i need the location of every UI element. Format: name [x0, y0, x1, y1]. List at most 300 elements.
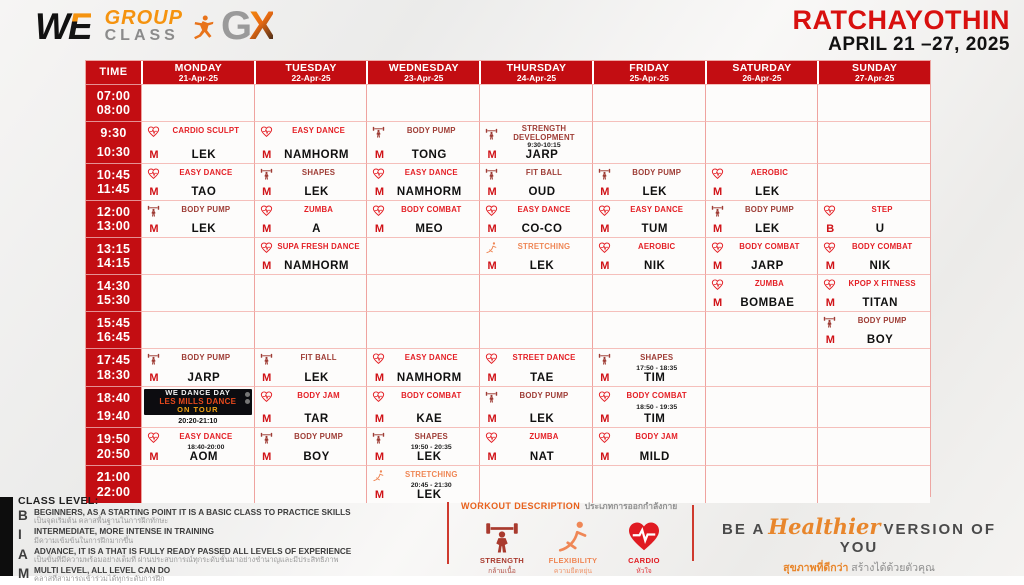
class-entry-footer: [482, 372, 590, 384]
class-entry-footer: [482, 186, 590, 198]
strength-icon: [372, 125, 385, 138]
banner-line: ON TOUR: [177, 405, 219, 415]
class-time-note: 18:40-20:00: [187, 443, 225, 451]
schedule-cell: [366, 200, 479, 237]
schedule-cell: [817, 237, 930, 274]
class-name: EASY DANCE: [404, 168, 458, 178]
schedule-cell: [479, 427, 592, 465]
schedule-cell: [254, 200, 367, 237]
class-name: BODY PUMP: [181, 353, 231, 363]
schedule-cell: [141, 84, 254, 121]
slot-end-time: 15:30: [96, 293, 131, 308]
strength-icon: [598, 167, 611, 180]
class-entry: [367, 122, 479, 163]
schedule-cell: [592, 163, 705, 200]
strength-icon: [485, 167, 498, 180]
slot-end-time: 11:45: [97, 182, 130, 197]
class-entry: [818, 312, 930, 348]
poster-header: [0, 0, 1024, 58]
left-black-bar: [0, 497, 13, 576]
banner-badge-dots: [245, 392, 250, 404]
class-entry-footer: [595, 260, 703, 272]
strength-icon: [260, 167, 273, 180]
time-header-label: TIME: [99, 65, 128, 78]
schedule-cell: [254, 274, 367, 311]
class-entry-header: [820, 241, 928, 254]
class-name: BODY COMBAT: [626, 391, 687, 401]
day-header-monday: [141, 61, 254, 84]
class-name: BODY PUMP: [744, 205, 794, 215]
class-entry-header: [144, 167, 252, 180]
class-entry-footer: [257, 186, 365, 198]
class-entry: [255, 238, 367, 274]
slot-start-time: 19:50: [96, 431, 131, 446]
legend-text: [34, 508, 351, 526]
workout-items: [461, 516, 685, 576]
slot-start-time: 18:40: [96, 391, 131, 406]
time-slot: [86, 348, 141, 386]
class-entry: [593, 201, 705, 237]
legend-title: CLASS LEVEL:: [18, 495, 99, 507]
class-entry-footer: [595, 223, 703, 235]
cardio-icon: [598, 241, 611, 254]
level-description-th: คลาสที่สามารถเข้าร่วมได้ทุกระดับการฝึก: [34, 574, 165, 584]
workout-type-label: FLEXIBILITY: [548, 556, 598, 565]
cardio-icon: [485, 352, 498, 365]
class-name: STEP: [871, 205, 893, 215]
class-entry-footer: [257, 149, 365, 161]
schedule-cell: [817, 427, 930, 465]
day-header-tuesday: [254, 61, 367, 84]
class-entry-header: [708, 204, 816, 217]
class-entry-header: [482, 204, 590, 217]
day-header-wednesday: [366, 61, 479, 84]
schedule-cell: [705, 427, 818, 465]
class-entry: [480, 238, 592, 274]
schedule-cell: [141, 163, 254, 200]
time-slot: [86, 386, 141, 427]
day-date: 23-Apr-25: [404, 72, 444, 83]
day-header-sunday: [817, 61, 930, 84]
cardio-icon: [823, 204, 836, 217]
class-entry-footer: [369, 372, 477, 384]
schedule-cell: [254, 237, 367, 274]
class-level: M: [487, 260, 497, 273]
instructor-name: NAMHORM: [396, 372, 462, 385]
class-entry-footer: [482, 451, 590, 463]
class-level: M: [600, 186, 610, 199]
class-level: M: [374, 372, 384, 385]
class-name: EASY DANCE: [292, 126, 346, 136]
cardio-icon: [711, 278, 724, 291]
cardio-icon: [823, 278, 836, 291]
time-slot: [86, 274, 141, 311]
class-entry-header: [144, 204, 252, 217]
schedule-cell: [592, 348, 705, 386]
instructor-name: LEK: [417, 450, 442, 463]
schedule-cell: [592, 237, 705, 274]
class-entry-header: [820, 278, 928, 291]
level-description-en: MULTI LEVEL, ALL LEVEL CAN DO: [34, 565, 171, 575]
cardio-icon: [372, 204, 385, 217]
class-level: M: [262, 149, 272, 162]
class-name: STREET DANCE: [512, 353, 576, 363]
instructor-name: JARP: [525, 149, 559, 162]
dance-day-banner: [144, 389, 252, 415]
branch-name: RATCHAYOTHIN: [792, 5, 1010, 35]
class-entry-footer: [820, 334, 928, 346]
instructor-name: LEK: [642, 186, 667, 199]
instructor-name: LEK: [191, 149, 217, 162]
schedule-cell: [479, 84, 592, 121]
schedule-cell: [254, 427, 367, 465]
class-level: M: [487, 149, 497, 162]
schedule-cell: [705, 348, 818, 386]
instructor-name: MEO: [415, 223, 444, 236]
instructor-name: NAMHORM: [284, 260, 349, 273]
slot-start-time: 15:45: [96, 316, 131, 331]
class-entry-header: [708, 241, 816, 254]
strength-icon: [372, 431, 385, 444]
class-word: CLASS: [104, 27, 179, 44]
instructor-name: TAE: [530, 372, 554, 385]
class-name: STRENGTH DEVELOPMENT: [513, 124, 575, 142]
class-entry: [255, 428, 367, 465]
cardio-icon: [372, 352, 385, 365]
class-entry-footer: [144, 451, 252, 463]
instructor-name: NIK: [644, 260, 666, 273]
kickboxer-icon: [189, 13, 219, 43]
class-entry-footer: [369, 186, 477, 198]
schedule-table: [85, 60, 931, 501]
schedule-cell: [366, 84, 479, 121]
class-entry-header: [482, 241, 590, 254]
class-entry: [480, 201, 592, 237]
schedule-cell: [479, 386, 592, 427]
group-word: GROUP: [104, 7, 183, 29]
class-entry: [593, 428, 705, 465]
slot-start-time: 12:00: [96, 205, 131, 220]
instructor-name: TIM: [644, 372, 666, 385]
instructor-name: LEK: [417, 488, 442, 501]
class-entry-header: [595, 352, 703, 365]
level-description-th: มีความเข้มข้นในการฝึกมากขึ้น: [34, 535, 134, 545]
instructor-name: U: [875, 223, 885, 236]
schedule-cell: [366, 274, 479, 311]
day-name: SUNDAY: [852, 61, 898, 74]
schedule-cell: [817, 465, 930, 503]
tagline-th-rest: สร้างได้ด้วยตัวคุณ: [848, 562, 935, 574]
schedule-cell: [817, 386, 930, 427]
class-entry-footer: [144, 372, 252, 384]
level-description-th: เป็นขั้นที่มีความพร้อมอย่างเต็มที่ ผ่านประสบการณ์ทุกระดับชั้นมาอย่างชำนาญและมีประสิทธิภาพ: [34, 555, 339, 565]
instructor-name: JARP: [751, 260, 784, 273]
class-entry: [367, 164, 479, 200]
cardio-icon: [372, 167, 385, 180]
time-column-header: [86, 61, 141, 84]
class-entry-header: [595, 167, 703, 180]
class-name: ZUMBA: [754, 279, 784, 289]
schedule-cell: [141, 386, 254, 427]
class-entry-footer: [257, 413, 365, 425]
class-name: BODY JAM: [635, 432, 679, 442]
cardio-icon: [598, 390, 611, 403]
class-name: SHAPES: [414, 432, 448, 442]
slot-end-time: 22:00: [96, 484, 131, 499]
level-letter: M: [18, 565, 30, 581]
gx-logo-g: G: [220, 4, 250, 48]
class-entry: [818, 238, 930, 274]
schedule-cell: [366, 237, 479, 274]
class-entry-header: [369, 125, 477, 138]
class-entry-footer: [482, 413, 590, 425]
class-level: M: [374, 488, 384, 501]
class-entry-footer: [595, 186, 703, 198]
schedule-cell: [366, 311, 479, 348]
class-level: M: [712, 260, 723, 273]
class-name: ZUMBA: [303, 205, 334, 215]
class-entry: [480, 122, 592, 163]
schedule-cell: [479, 121, 592, 163]
class-name: KPOP X FITNESS: [848, 279, 916, 289]
we-logo-e: E: [67, 5, 91, 47]
cardio-icon: [598, 204, 611, 217]
workout-title: [461, 496, 685, 514]
schedule-cell: [366, 386, 479, 427]
class-name: FIT BALL: [300, 353, 337, 363]
class-level: M: [712, 297, 723, 310]
workout-type-flexibility: [538, 516, 608, 576]
workout-type-label: STRENGTH: [479, 556, 525, 565]
day-header-thursday: [479, 61, 592, 84]
class-entry-header: [369, 431, 477, 444]
class-entry-footer: [144, 186, 252, 198]
schedule-cell: [817, 84, 930, 121]
class-level: M: [374, 450, 384, 463]
class-entry-footer: [708, 223, 816, 235]
date-range: APRIL 21 –27, 2025: [828, 34, 1010, 56]
time-slot: [86, 311, 141, 348]
class-name: EASY DANCE: [179, 432, 233, 442]
class-name: SHAPES: [301, 168, 336, 178]
cardio-icon: [260, 125, 273, 138]
class-level: M: [149, 372, 159, 385]
day-name: WEDNESDAY: [388, 61, 459, 74]
flexibility-icon: [372, 469, 385, 482]
cardio-icon: [147, 431, 160, 444]
class-level: M: [374, 223, 384, 236]
legend-divider: [447, 502, 449, 564]
legend-item: [18, 566, 443, 584]
tagline: [700, 514, 1018, 576]
instructor-name: NAMHORM: [284, 149, 349, 162]
class-entry-footer: [369, 149, 477, 161]
level-description-th: เป็นจุดเริ่มต้น คลาสพื้นฐานในการฝึกทักษะ: [34, 516, 169, 526]
class-entry: [593, 164, 705, 200]
workout-type-label-th: หัวใจ: [636, 568, 652, 575]
class-entry-footer: [482, 260, 590, 272]
schedule-cell: [141, 274, 254, 311]
time-slot: [86, 237, 141, 274]
cardio-icon: [711, 167, 724, 180]
slot-start-time: 9:30: [100, 126, 127, 140]
schedule-cell: [592, 274, 705, 311]
strength-icon: [485, 127, 498, 140]
class-entry: [255, 201, 367, 237]
class-level: M: [487, 186, 497, 199]
day-date: 21-Apr-25: [178, 72, 218, 83]
class-entry-header: [369, 204, 477, 217]
schedule-cell: [592, 84, 705, 121]
slot-start-time: 07:00: [96, 89, 131, 103]
class-level: M: [262, 260, 272, 273]
time-slot: [86, 121, 141, 163]
cardio-icon: [485, 431, 498, 444]
workout-type-label: CARDIO: [628, 556, 660, 565]
class-name: BODY COMBAT: [401, 205, 462, 215]
class-entry-header: [482, 167, 590, 180]
strength-icon: [147, 204, 160, 217]
schedule-cell: [254, 386, 367, 427]
class-name: BODY PUMP: [406, 126, 456, 136]
class-entry-footer: [144, 223, 252, 235]
instructor-name: AOM: [189, 450, 219, 463]
schedule-cell: [705, 121, 818, 163]
class-level: M: [600, 450, 610, 463]
slot-end-time: 18:30: [96, 368, 131, 383]
class-entry-header: [144, 125, 252, 138]
group-class-wordmark: [105, 8, 183, 44]
schedule-cell: [366, 348, 479, 386]
banner-line: LES MILLS DANCE: [159, 396, 237, 406]
instructor-name: LEK: [529, 412, 555, 425]
class-name: EASY DANCE: [179, 168, 233, 178]
cardio-icon: [485, 204, 498, 217]
class-entry: [142, 122, 254, 163]
class-entry: [255, 349, 367, 386]
schedule-cell: [254, 84, 367, 121]
class-entry-header: [595, 241, 703, 254]
class-entry: [142, 164, 254, 200]
schedule-cell: [705, 386, 818, 427]
schedule-cell: [705, 311, 818, 348]
schedule-cell: [705, 200, 818, 237]
legend-text: [34, 566, 170, 584]
class-entry-header: [257, 241, 365, 254]
class-name: STRETCHING: [404, 470, 458, 480]
class-entry-header: [257, 204, 365, 217]
instructor-name: LEK: [304, 186, 329, 199]
class-name: SUPA FRESH DANCE: [277, 242, 360, 252]
slot-end-time: 14:15: [96, 256, 131, 271]
class-level: M: [600, 223, 610, 236]
instructor-name: BOMBAE: [740, 297, 795, 310]
strength-icon: [260, 431, 273, 444]
workout-title-en: WORKOUT DESCRIPTION: [461, 501, 581, 511]
instructor-name: CO-CO: [521, 223, 563, 236]
tagline-th-highlight: สุขภาพที่ดีกว่า: [783, 562, 849, 574]
class-level: M: [262, 223, 272, 236]
class-name: BODY PUMP: [632, 168, 682, 178]
workout-type-strength: [467, 516, 537, 576]
class-level: M: [374, 186, 384, 199]
strength-icon: [484, 518, 520, 554]
class-time-note: 20:20-21:10: [178, 415, 218, 425]
class-level: M: [149, 223, 159, 236]
schedule-cell: [479, 163, 592, 200]
schedule-cell: [705, 465, 818, 503]
schedule-cell: [592, 427, 705, 465]
schedule-cell: [817, 163, 930, 200]
class-entry-header: [820, 204, 928, 217]
instructor-name: NAMHORM: [396, 186, 462, 199]
schedule-cell: [705, 237, 818, 274]
schedule-cell: [592, 121, 705, 163]
branch-block: [792, 6, 1010, 56]
class-name: BODY COMBAT: [851, 242, 913, 252]
schedule-cell: [479, 311, 592, 348]
level-letter: B: [18, 508, 28, 523]
schedule-cell: [817, 348, 930, 386]
schedule-cell: [141, 237, 254, 274]
schedule-cell: [817, 311, 930, 348]
we-fitness-logo: [35, 6, 273, 46]
class-entry-footer: [257, 451, 365, 463]
class-entry-header: [482, 431, 590, 444]
class-entry: [480, 428, 592, 465]
class-entry-header: [369, 390, 477, 403]
strength-icon: [147, 352, 160, 365]
class-entry-header: [708, 167, 816, 180]
class-entry: [593, 349, 705, 386]
we-logo-w: W: [35, 5, 68, 47]
schedule-cell: [705, 84, 818, 121]
day-date: 24-Apr-25: [516, 72, 557, 83]
class-entry-header: [482, 125, 590, 142]
class-entry-header: [820, 315, 928, 328]
day-header-saturday: [705, 61, 818, 84]
class-entry-footer: [595, 451, 703, 463]
tagline-en: [700, 514, 1018, 557]
class-name: SHAPES: [640, 353, 674, 363]
flexibility-icon: [555, 518, 591, 554]
schedule-cell: [366, 163, 479, 200]
slot-start-time: 10:45: [96, 168, 131, 183]
class-entry-footer: [257, 260, 365, 272]
class-name: STRETCHING: [517, 242, 571, 252]
slot-start-time: 17:45: [96, 353, 131, 368]
class-name: BODY PUMP: [519, 391, 569, 401]
strength-icon: [823, 315, 836, 328]
slot-end-time: 10:30: [96, 145, 131, 160]
schedule-cell: [705, 163, 818, 200]
class-entry-footer: [820, 297, 928, 309]
class-level: M: [262, 450, 272, 463]
instructor-name: TONG: [411, 149, 447, 162]
schedule-cell: [479, 348, 592, 386]
schedule-cell: [479, 200, 592, 237]
level-description-en: ADVANCE, IT IS A THAT IS FULLY READY PASSED ALL LEVELS OF EXPERIENCE: [34, 546, 352, 556]
class-entry: [367, 428, 479, 465]
slot-start-time: 13:15: [96, 242, 131, 257]
class-entry-header: [144, 352, 252, 365]
class-entry-footer: [820, 223, 928, 235]
class-time-note: 18:50 - 19:35: [636, 404, 678, 412]
class-entry-footer: [708, 297, 816, 309]
class-level: M: [600, 412, 610, 425]
class-entry: [255, 164, 367, 200]
level-letter: A: [18, 546, 28, 562]
